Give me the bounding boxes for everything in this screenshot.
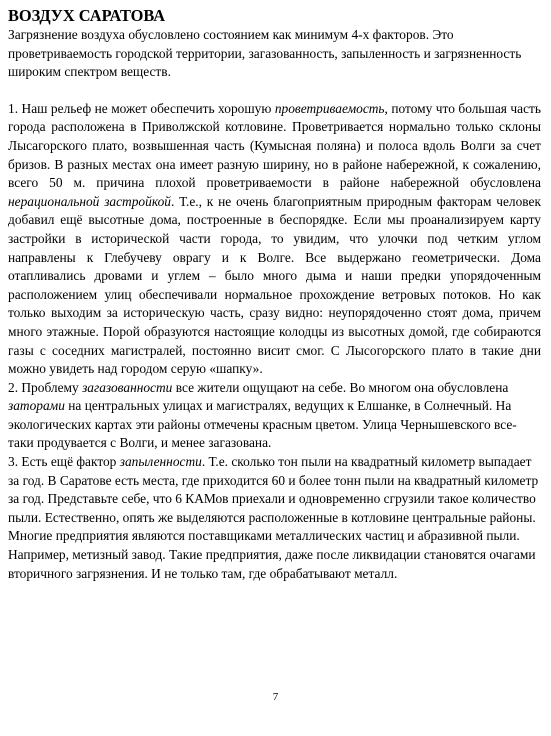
paragraph-gas-pollution: [8, 379, 541, 453]
text-run: . Т.е. сколько тон пыли на квадратный километр выпадает за год. В Саратове есть места, где приходится 60 и более тонн пыли на квадратный километр за год. Представьте себе, что 6 КАМов приехали и одновременно сгрузили такое количество пыли. Естественно, опять же выделяются расположенные в котловине центральные районы. Многие предприятия являются поставщиками металлических частиц и абразивной пыли. Например, метизный завод. Такие предприятия, даже после ликвидации становятся очагами вторичного загрязнения. И не только там, где обрабатывают металл.: [8, 454, 539, 581]
paragraph-ventilation: [8, 100, 541, 379]
text-run: 1. Наш рельеф не может обеспечить хорошую: [8, 100, 275, 116]
emphasis-term: проветриваемость: [274, 100, 385, 116]
emphasis-term: запыленности: [119, 454, 202, 470]
page-number: 7: [272, 691, 279, 703]
text-run: . Т.е., к не очень благоприятным природным факторам человек добавил ещё высотные дома, построенные в беспорядке. Если мы проанализируем карту застройки в исторической части города, то увидим, что улочки под четким углом направлены к Глебучеву оврагу и к Волге. Все выдержано геометрически. Дома отапливались дровами и углем – было много дыма и наши предки упорядоченным расположением улиц обеспечивали нормальное прохождение ветровых потоков. Но как только выходим за историческую часть, сразу видно: неупорядоченно стоят дома, причем много этажные. Порой образуются настоящие колодцы из высотных домой, где собираются газы с соседних магистралей, постоянно висит смог. С Лысогорского плато в такие дни можно увидеть над городом серую «шапку».: [8, 193, 541, 377]
paragraph-spacer: [8, 82, 541, 100]
emphasis-term: заторами: [8, 398, 65, 414]
intro-paragraph: Загрязнение воздуха обусловлено состоянием как минимум 4-х факторов. Это проветриваемость городской территории, загазованность, запыленность и загрязненность широким спектром веществ.: [8, 27, 522, 80]
paragraph-dust: [8, 453, 541, 583]
text-run: все жители ощущают на себе. Во многом она обусловлена: [172, 379, 509, 395]
text-run: 3. Есть ещё фактор: [8, 454, 120, 470]
document-page: [8, 6, 541, 583]
document-title: ВОЗДУХ САРАТОВА: [8, 6, 166, 25]
emphasis-term: нерациональной застройкой: [8, 193, 171, 209]
text-run: , потому что большая часть города расположена в Приволжской котловине. Проветривается нормально только склоны Лысагорского плато, возвышенная часть (Кумысная поляна) и полоса вдоль Волги за счет бризов. В разных местах она имеет разную ширину, но в районе набережной, к сожалению, всего 50 м. причина плохой проветриваемости в районе набережной обусловлена: [8, 100, 541, 191]
emphasis-term: загазованности: [82, 379, 173, 395]
text-run: на центральных улицах и магистралях, ведущих к Елшанке, в Солнечный. На экологических картах эти районы отмечены красным цветом. Улица Чернышевского все-таки продувается с Волги, и менее загазована.: [8, 398, 517, 451]
text-run: 2. Проблему: [8, 379, 83, 395]
